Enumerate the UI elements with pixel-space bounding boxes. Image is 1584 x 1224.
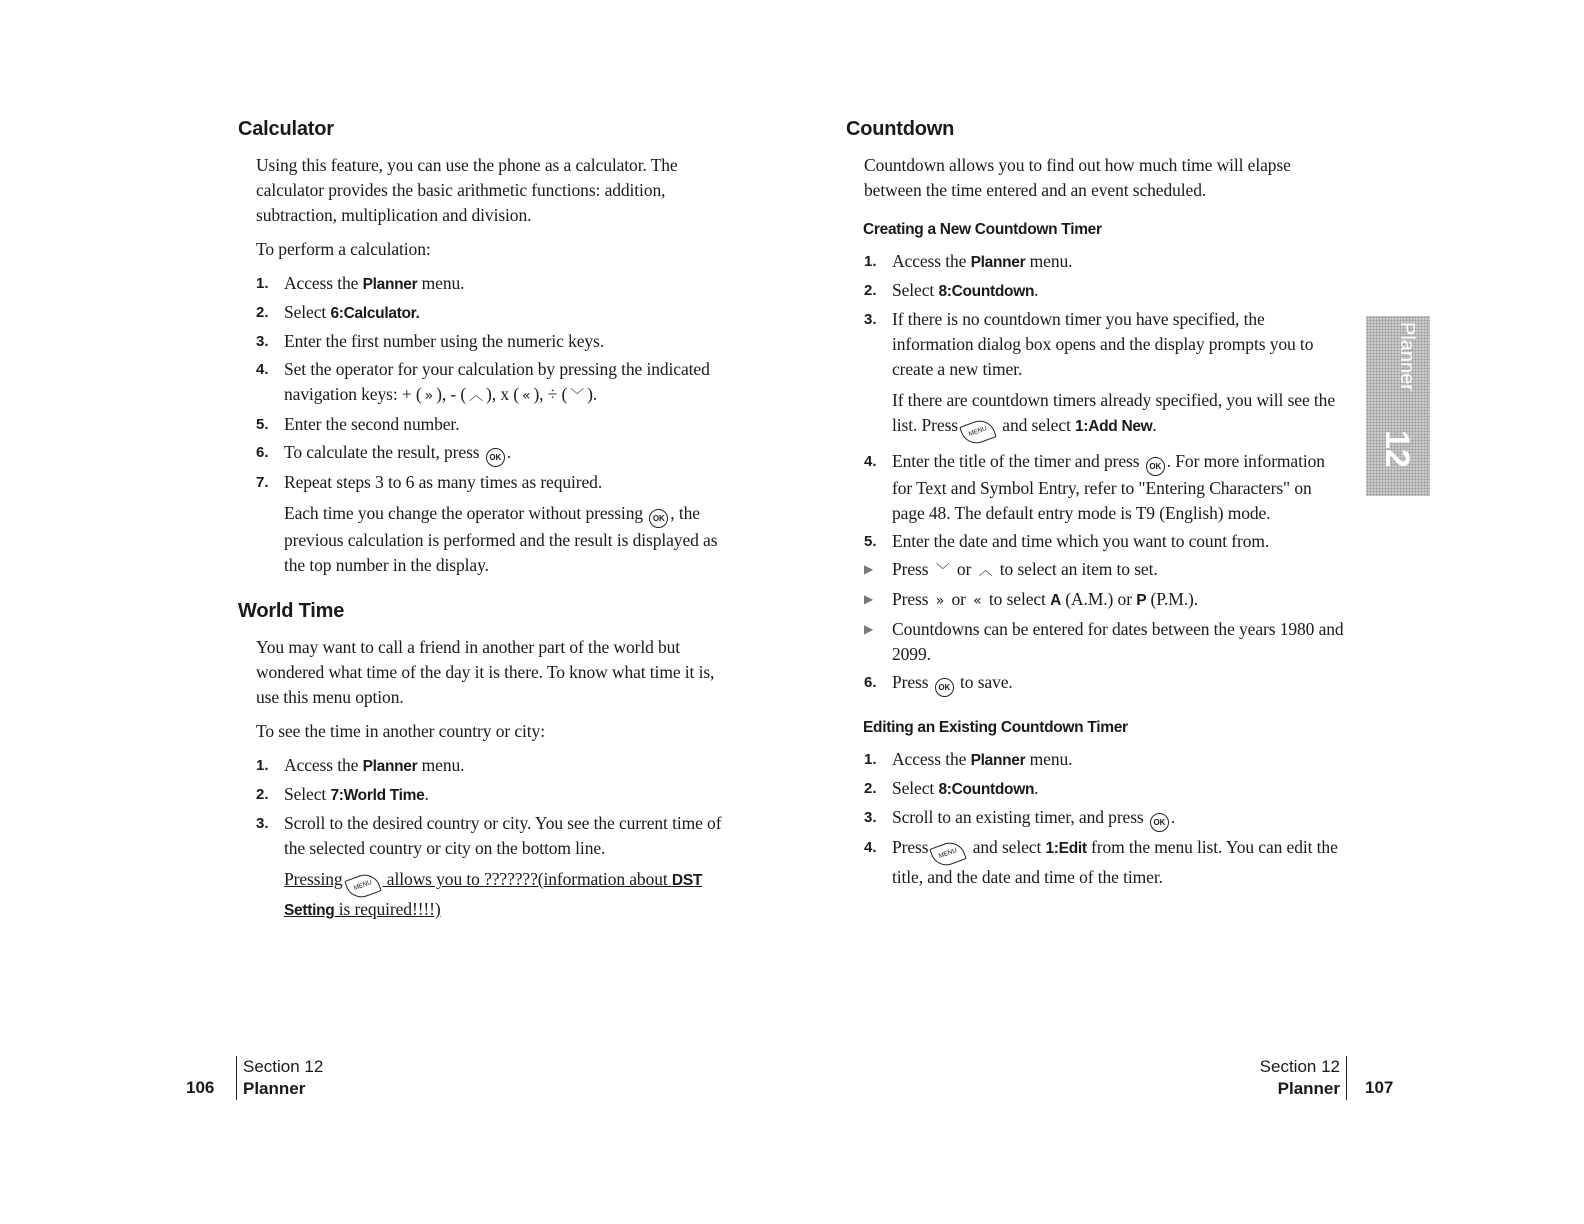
step-text [284,753,738,779]
step-text-bold: Planner [970,752,1026,769]
step-number: 2. [256,304,269,321]
ok-key-icon: OK [1150,813,1169,832]
creating-timer-note [892,388,1346,443]
world-time-heading: World Time [238,600,345,622]
step-text: If there is no countdown timer you have specified, the information dialog box opens and the display prompts you to create a new timer. [892,309,1314,379]
page-number-left: 106 [186,1078,215,1097]
step-text-pre: Press [892,837,929,857]
bullet-text-or: or [952,559,976,579]
ok-key-icon: OK [649,509,668,528]
step-text-bold: Planner [970,254,1026,271]
step-text-post: from the menu list. You can edit the title, and the date and time of the timer. [892,837,1338,887]
footer-chapter-title: Planner [243,1079,306,1098]
step-text-pre: To calculate the result, press [284,442,480,462]
creating-timer-steps-cont [864,449,1346,554]
world-time-intro: You may want to call a friend in another part of the world but wondered what time of the day it is there. To know what time it is, use this menu option. [256,637,715,707]
step-number: 5. [864,533,877,550]
list-item [864,776,1346,802]
bullet-text-bold: A [1050,592,1061,609]
list-item [864,805,1346,832]
countdown-section [846,118,1346,890]
list-item [256,329,738,354]
step-text [284,440,738,467]
calculator-lead: To perform a calculation: [256,239,431,259]
step-number: 3. [864,809,877,826]
list-item [864,278,1346,304]
footer-right [1250,1056,1347,1100]
calculator-intro: Using this feature, you can use the phone as a calculator. The calculator provides the basic arithmetic functions: addition, subtraction, multiplication and division. [256,155,678,225]
list-item [864,557,1346,584]
step-number: 6. [256,444,269,461]
note-text-mid: and select [998,415,1076,435]
note-text-post: . [1152,415,1157,435]
step-number: 3. [256,333,269,350]
right-column [846,118,1346,893]
step-text-post: . [1170,807,1176,827]
list-item [256,357,738,409]
section-side-tab [1366,316,1430,496]
bullet-text-or: or [947,589,971,609]
step-text-bold: 8:Countdown [938,781,1035,798]
editing-timer-steps [864,747,1346,890]
step-text-pre: Select [284,784,331,804]
step-number: 1. [864,253,877,270]
step-text-pre: Select [892,280,939,300]
creating-timer-steps-end [864,670,1346,697]
list-item [864,587,1346,614]
step-text-post: menu. [417,755,465,775]
step-number: 1. [864,751,877,768]
step-text-end: ). [587,384,598,404]
nav-down-icon: ﹀ [570,388,585,404]
step-text [892,747,1346,773]
footer-section-label: Section 12 [243,1057,324,1076]
list-item [864,835,1346,890]
step-text-pre: Access the [892,749,971,769]
nav-up-icon: ︿ [469,388,484,404]
list-item [256,470,738,495]
list-item [864,249,1346,275]
step-text [284,300,738,326]
step-text [892,776,1346,802]
step-text [892,449,1346,526]
step-text-bold: 1:Edit [1045,840,1087,857]
step-text: Scroll to the desired country or city. You see the current time of the selected country or city on the bottom line. [284,813,722,858]
list-item [256,782,738,808]
calculator-heading: Calculator [238,118,334,140]
bullet-text [892,587,1346,614]
nav-right-icon: » [424,388,434,404]
step-text-pre: Access the [284,755,363,775]
step-text-post: . [506,442,512,462]
step-text-pre: Access the [284,273,363,293]
step-text-post: . For more information for Text and Symbol Entry, refer to "Entering Characters" on page 48. The default entry mode is T9 (English) mode. [892,451,1325,523]
step-text-post: menu. [1025,251,1073,271]
step-number: 4. [864,453,877,470]
note-text-mid: allows you to ???????(information about [382,869,672,889]
step-number: 2. [864,780,877,797]
left-column [238,118,738,945]
ok-key-icon: OK [486,448,505,467]
step-number: 4. [256,361,269,378]
countdown-intro: Countdown allows you to find out how much time will elapse between the time entered and an event scheduled. [864,155,1291,200]
world-time-section [238,600,738,923]
step-number: 2. [256,786,269,803]
step-text-post: . [1034,778,1039,798]
step-text [892,249,1346,275]
step-text: Enter the second number. [284,414,460,434]
step-text-pre: Enter the title of the timer and press [892,451,1140,471]
times-label: ), x ( [486,384,519,404]
step-number: 4. [864,839,877,856]
step-text-bold: 7:World Time [330,787,425,804]
step-number: 3. [256,815,269,832]
bullet-arrow-icon: ▶ [864,622,874,636]
plus-label: + ( [401,384,422,404]
divide-label: ), ÷ ( [533,384,568,404]
page-number-right: 107 [1365,1078,1394,1097]
note-text-pre: Pressing [284,869,343,889]
nav-left-icon: « [521,388,531,404]
ok-key-icon: OK [935,678,954,697]
list-item [256,811,738,861]
calculator-section [238,118,738,578]
bullet-text-pre: Press [892,559,929,579]
menu-key-icon: MENU [930,838,968,870]
step-text-pre: Access the [892,251,971,271]
step-text: Enter the date and time which you want to count from. [892,531,1270,551]
note-text-pre: Each time you change the operator without pressing [284,503,643,523]
step-text-post: to save. [955,672,1013,692]
list-item [256,440,738,467]
side-tab-label: Planner [1396,322,1418,391]
list-item [864,449,1346,526]
list-item [256,300,738,326]
nav-up-icon: ︿ [978,563,993,579]
ok-key-icon: OK [1146,457,1165,476]
step-text-mid: and select [968,837,1046,857]
step-text-pre: Select [892,778,939,798]
step-number: 7. [256,474,269,491]
step-text [892,278,1346,304]
bullet-text-mid: to select [984,589,1051,609]
note-text-bold: DST [671,872,703,889]
world-time-steps [256,753,738,861]
side-tab-number: 12 [1378,430,1416,468]
menu-key-icon: MENU [344,870,382,902]
nav-left-icon: « [973,593,982,609]
list-item [256,412,738,437]
step-text: Repeat steps 3 to 6 as many times as required. [284,472,603,492]
list-item [864,747,1346,773]
creating-timer-steps [864,249,1346,382]
world-time-note [284,867,738,923]
step-text-post: . [424,784,429,804]
step-text-bold: Planner [362,758,418,775]
world-time-lead: To see the time in another country or city: [256,721,545,741]
list-item [256,271,738,297]
bullet-text-am: (A.M.) or [1061,589,1137,609]
list-item [864,307,1346,382]
footer-chapter-title: Planner [1277,1079,1340,1098]
countdown-heading: Countdown [846,118,955,140]
step-number: 5. [256,416,269,433]
step-number: 6. [864,674,877,691]
list-item [864,617,1346,667]
bullet-text-bold: P [1136,592,1147,609]
step-text [892,805,1346,832]
bullet-text [892,557,1346,584]
step-number: 1. [256,275,269,292]
bullet-text: Countdowns can be entered for dates between the years 1980 and 2099. [892,619,1344,664]
step-text: Enter the first number using the numeric keys. [284,331,605,351]
nav-down-icon: ﹀ [935,563,950,579]
step-text [892,670,1346,697]
calculator-note [284,501,738,578]
note-text-bold: Setting [284,902,335,919]
list-item [864,670,1346,697]
footer-section-label: Section 12 [1259,1057,1340,1076]
step-text-bold: Planner [362,276,418,293]
step-text [284,271,738,297]
list-item [864,529,1346,554]
note-text-post: , the previous calculation is performed and the result is displayed as the top number in the display. [284,503,718,575]
note-text-bold: 1:Add New [1075,418,1153,435]
calculator-steps [256,271,738,495]
step-text-bold: 6:Calculator. [330,305,420,322]
nav-right-icon: » [935,593,945,609]
minus-label: ), - ( [436,384,467,404]
step-text-post: . [1034,280,1039,300]
step-text-pre: Set the operator for your calculation by pressing the indicated navigation keys: [284,359,710,404]
step-number: 2. [864,282,877,299]
step-text-post: menu. [1025,749,1073,769]
bullet-text-pm: (P.M.). [1146,589,1198,609]
creating-timer-heading: Creating a New Countdown Timer [863,221,1102,238]
editing-timer-heading: Editing an Existing Countdown Timer [863,719,1128,736]
step-text [284,782,738,808]
note-text-post: is required!!!!) [334,899,441,919]
bullet-arrow-icon: ▶ [864,592,874,606]
bullet-text-pre: Press [892,589,929,609]
step-text-pre: Press [892,672,929,692]
step-number: 3. [864,311,877,328]
step-text-post: menu. [417,273,465,293]
step-text-pre: Scroll to an existing timer, and press [892,807,1144,827]
bullet-text-post: to select an item to set. [995,559,1158,579]
step-text-bold: 8:Countdown [938,283,1035,300]
bullet-arrow-icon: ▶ [864,562,874,576]
step-number: 1. [256,757,269,774]
note-text-pre: If there are countdown timers already specified, you will see the list. Press [892,390,1335,435]
menu-key-icon: MENU [959,416,997,448]
list-item [256,753,738,779]
step-text [284,357,738,409]
step-text-pre: Select [284,302,331,322]
step-text [892,835,1346,890]
footer-left [236,1056,323,1100]
